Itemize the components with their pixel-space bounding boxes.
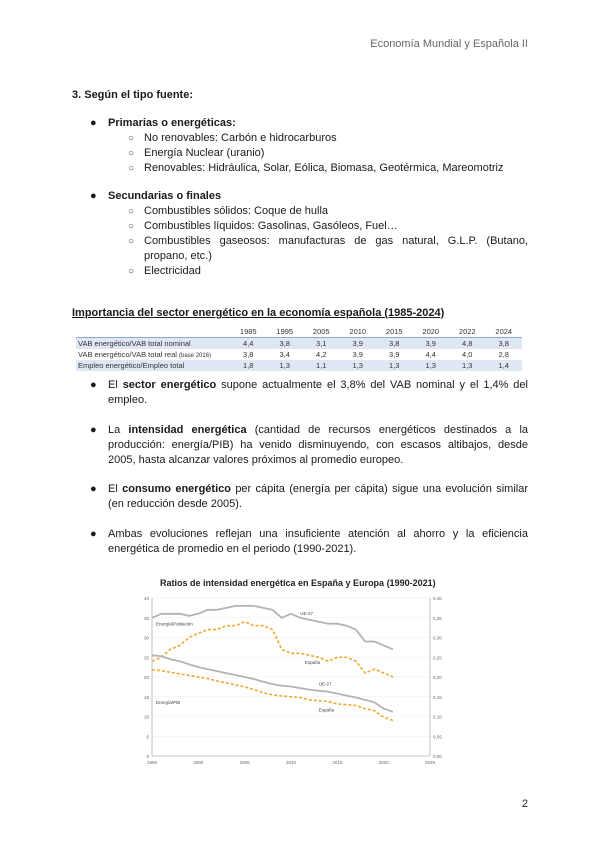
table-cell: 3,1 xyxy=(303,338,340,350)
right-axis-tick-label: 0,10 xyxy=(433,714,442,720)
list-item: ○ Combustibles gaseosos: manufacturas de gas natural, G.L.P. (Butano, propano, etc.) xyxy=(128,235,528,262)
right-axis-tick-label: 0,20 xyxy=(433,675,442,680)
series-label: UE-27 xyxy=(300,610,314,616)
right-axis-tick-label: 0,00 xyxy=(433,754,442,759)
row-label: VAB energético/VAB total nominal xyxy=(76,338,230,350)
list-item: ○ Energía Nuclear (uranio) xyxy=(128,147,265,159)
table-header-empty xyxy=(76,326,230,338)
bullet-icon: ● xyxy=(90,190,97,202)
left-axis-tick-label: 5 xyxy=(146,734,149,740)
table-cell: 3,9 xyxy=(340,338,377,350)
list-item: ○ Renovables: Hidráulica, Solar, Eólica, Biomasa, Geotérmica, Mareomotriz xyxy=(128,162,504,174)
bullet-icon: ● xyxy=(90,117,97,129)
table-row xyxy=(76,349,522,360)
table-cell: 4,2 xyxy=(316,350,327,359)
right-axis-tick-label: 0,25 xyxy=(433,655,442,661)
table-cell: 1,3 xyxy=(267,360,304,371)
list-item: ○ No renovables: Carbón e hidrocarburos xyxy=(128,132,337,144)
year-header: 2022 xyxy=(449,326,486,338)
series-line-2 xyxy=(152,655,393,712)
circle-bullet-icon: ○ xyxy=(128,221,135,232)
circle-bullet-icon: ○ xyxy=(128,206,135,217)
left-axis-tick-label: 20 xyxy=(143,675,149,680)
table-cell: 3,4 xyxy=(279,350,290,359)
table-header-row xyxy=(76,326,522,338)
right-axis-tick-label: 0,35 xyxy=(433,615,442,621)
right-axis-tick-label: 0,30 xyxy=(433,635,442,641)
left-axis-tick-label: 40 xyxy=(143,596,149,601)
table-cell: 3,8 xyxy=(376,338,413,350)
chart-title: Ratios de intensidad energética en España y Europa (1990-2021) xyxy=(160,578,436,588)
x-axis-tick-label: 2005 xyxy=(239,760,250,765)
bullet-icon: ● xyxy=(90,483,97,495)
bullet-icon: ● xyxy=(90,424,97,436)
table-title: Importancia del sector energético en la economía española (1985-2024) xyxy=(72,307,445,319)
bullet-paragraph xyxy=(72,378,528,408)
table-cell: 1,4 xyxy=(486,360,523,371)
secondary-sources-list xyxy=(72,189,528,279)
x-axis-tick-label: 2000 xyxy=(193,760,204,765)
table-cell: 3,9 xyxy=(413,338,450,350)
table-cell: 4,4 xyxy=(425,350,436,359)
year-header: 2005 xyxy=(303,326,340,338)
table-cell: 3,9 xyxy=(389,350,400,359)
year-header: 1985 xyxy=(230,326,267,338)
x-axis-tick-label: 2015 xyxy=(332,760,343,765)
table-row xyxy=(76,360,522,371)
series-label: UE-27 xyxy=(318,681,332,687)
bullet-paragraph xyxy=(72,482,528,512)
table-cell: 1,3 xyxy=(376,360,413,371)
table-cell: 3,8 xyxy=(243,350,254,359)
series-line-3 xyxy=(152,670,393,721)
intensity-chart xyxy=(140,592,460,772)
bullet-icon: ● xyxy=(90,379,97,391)
page-number: 2 xyxy=(521,798,528,810)
row-label-note: (base 2016) xyxy=(179,353,212,359)
running-header: Economía Mundial y Española II xyxy=(370,38,528,50)
bullet-icon: ● xyxy=(90,528,97,540)
bullet-text: El consumo energético per cápita (energía per cápita) sigue una evolución similar (en reducción desde 2005). xyxy=(108,483,529,510)
table-cell: 1,1 xyxy=(303,360,340,371)
series-line-0 xyxy=(152,606,393,649)
table-cell: 1,8 xyxy=(230,360,267,371)
panel-label: Energía/PIB xyxy=(156,699,181,705)
table-cell: 4,8 xyxy=(449,338,486,350)
year-header: 2010 xyxy=(340,326,377,338)
right-axis-tick-label: 0,40 xyxy=(433,596,442,601)
table-cell: 1,3 xyxy=(449,360,486,371)
table-cell: 3,9 xyxy=(352,350,363,359)
left-axis-tick-label: 30 xyxy=(143,635,149,641)
table-cell: 3,8 xyxy=(486,338,523,350)
table-cell: 4,0 xyxy=(462,350,473,359)
series-label: España xyxy=(304,659,321,665)
x-axis-tick-label: 2010 xyxy=(285,760,297,765)
year-header: 1995 xyxy=(267,326,304,338)
table-cell: 3,8 xyxy=(267,338,304,350)
row-label: VAB energético/VAB total real (base 2016) xyxy=(78,350,212,359)
right-axis-tick-label: 0,05 xyxy=(433,734,442,740)
left-axis-tick-label: 25 xyxy=(143,655,149,661)
list-item: ○ Electricidad xyxy=(128,265,201,277)
section-title: 3. Según el tipo fuente: xyxy=(72,89,194,101)
left-axis-tick-label: 35 xyxy=(143,615,149,621)
x-axis-tick-label: 2020 xyxy=(378,760,389,765)
row-label: Empleo energético/Empleo total xyxy=(76,360,230,371)
series-label: España xyxy=(318,707,335,713)
table-cell: 1,3 xyxy=(413,360,450,371)
list-item: ○ Combustibles líquidos: Gasolinas, Gasóleos, Fuel… xyxy=(128,220,398,232)
table-row xyxy=(76,338,522,350)
panel-label: Energía/Población xyxy=(156,621,193,627)
table-cell: 1,3 xyxy=(340,360,377,371)
circle-bullet-icon: ○ xyxy=(128,236,135,247)
primary-heading: ● Primarias o energéticas: xyxy=(90,117,236,129)
energy-sector-table xyxy=(76,326,522,371)
year-header: 2020 xyxy=(413,326,450,338)
table-cell: 2,8 xyxy=(498,350,509,359)
year-header: 2015 xyxy=(376,326,413,338)
year-header: 2024 xyxy=(486,326,523,338)
left-axis-tick-label: 0 xyxy=(146,754,149,759)
x-axis-tick-label: 1995 xyxy=(146,760,158,765)
left-axis-tick-label: 10 xyxy=(143,714,149,720)
left-axis-tick-label: 15 xyxy=(143,694,149,700)
bullet-text: La intensidad energética (cantidad de recursos energéticos destinados a la producción: energía/PIB) ha venido disminuyendo, con escasos altibajos, desde 2005, hasta alcanzar valores próximos al promedio europeo. xyxy=(108,424,528,466)
circle-bullet-icon: ○ xyxy=(128,266,135,277)
x-axis-tick-label: 2025 xyxy=(424,760,436,765)
bullet-text: El sector energético supone actualmente el 3,8% del VAB nominal y el 1,4% del empleo. xyxy=(108,379,528,406)
circle-bullet-icon: ○ xyxy=(128,163,135,174)
bullet-paragraph xyxy=(72,527,528,557)
secondary-heading: ● Secundarias o finales xyxy=(90,190,222,202)
primary-sources-list xyxy=(72,116,528,176)
right-axis-tick-label: 0,15 xyxy=(433,694,442,700)
bullet-paragraph xyxy=(72,423,528,468)
bullet-text: Ambas evoluciones reflejan una insuficiente atención al ahorro y la eficiencia energética de promedio en el periodo (1990-2021). xyxy=(108,528,528,555)
list-item: ○ Combustibles sólidos: Coque de hulla xyxy=(128,205,329,217)
table-cell: 4,4 xyxy=(230,338,267,350)
circle-bullet-icon: ○ xyxy=(128,148,135,159)
circle-bullet-icon: ○ xyxy=(128,133,135,144)
